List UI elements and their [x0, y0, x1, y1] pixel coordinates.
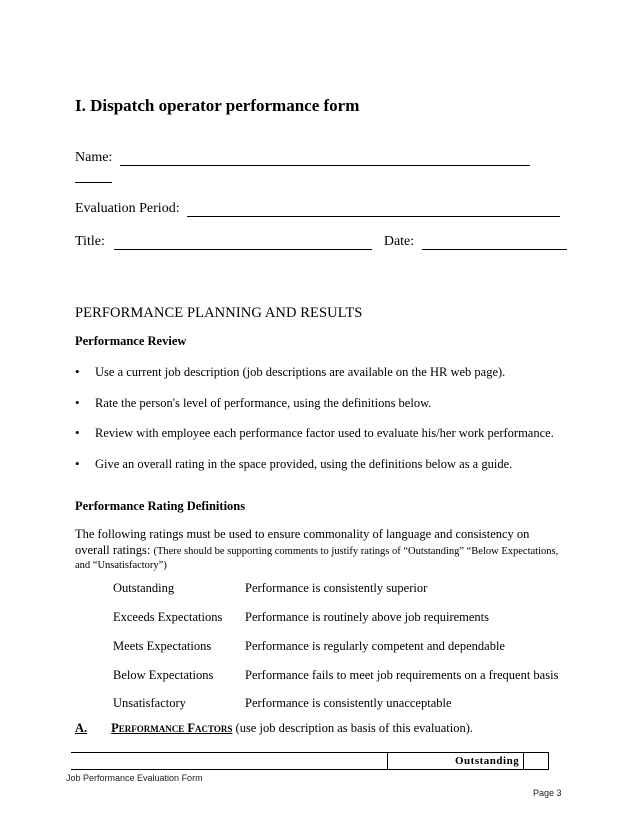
name-blank-continued[interactable] — [75, 167, 112, 183]
date-label: Date: — [383, 234, 415, 249]
name-row — [75, 150, 530, 166]
rating-definition: Performance is routinely above job requirements — [245, 610, 490, 624]
rating-definition: Performance is regularly competent and dependable — [245, 639, 505, 653]
performance-review-heading: Performance Review — [75, 334, 187, 348]
rating-intro-line-3: and “Unsatisfactory”) — [75, 560, 167, 571]
bullet-text: Give an overall rating in the space provided, using the definitions below as a guide. — [95, 457, 513, 471]
bullet-text: Rate the person's level of performance, using the definitions below. — [95, 396, 432, 410]
bullet-icon: • — [75, 364, 80, 379]
table-divider — [387, 752, 388, 769]
factors-note: (use job description as basis of this evaluation). — [232, 721, 473, 735]
bullet-icon: • — [75, 395, 80, 410]
rating-definition: Performance is consistently unacceptable — [245, 696, 452, 710]
bullet-text: Use a current job description (job descriptions are available on the HR web page). — [95, 365, 506, 379]
rating-definition: Performance fails to meet job requirements on a frequent basis — [245, 668, 559, 682]
rating-intro-note: (There should be supporting comments to justify ratings of “Outstanding” “Below Expectations, — [153, 546, 559, 557]
evaluation-period-row — [75, 201, 560, 217]
table-divider — [523, 752, 524, 769]
bullet-icon: • — [75, 456, 80, 471]
form-title: I. Dispatch operator performance form — [75, 96, 360, 115]
rating-name: Below Expectations — [113, 668, 214, 682]
rating-name: Outstanding — [113, 581, 175, 595]
outstanding-column-header: Outstanding — [455, 755, 520, 767]
rating-name: Unsatisfactory — [113, 696, 186, 710]
rating-name: Exceeds Expectations — [113, 610, 223, 624]
section-heading: PERFORMANCE PLANNING AND RESULTS — [75, 305, 363, 321]
performance-factors-heading — [75, 721, 473, 736]
table-divider — [548, 752, 549, 769]
rating-intro-line-1: The following ratings must be used to ensure commonality of language and consistency on — [75, 527, 530, 541]
rating-name: Meets Expectations — [113, 639, 212, 653]
name-label: Name: — [75, 150, 113, 165]
bullet-text: Review with employee each performance factor used to evaluate his/her work performance. — [95, 426, 554, 440]
rating-intro-line-2 — [75, 543, 558, 558]
evaluation-period-blank[interactable] — [187, 202, 560, 217]
bullet-icon: • — [75, 425, 80, 440]
factors-letter: A. — [75, 721, 88, 735]
title-blank[interactable] — [114, 235, 372, 250]
rating-definition: Performance is consistently superior — [245, 581, 428, 595]
footer-form-name: Job Performance Evaluation Form — [66, 773, 203, 783]
page-number: Page 3 — [533, 788, 562, 798]
title-row — [75, 234, 567, 250]
title-label: Title: — [75, 234, 105, 249]
date-blank[interactable] — [422, 235, 567, 250]
evaluation-period-label: Evaluation Period: — [75, 201, 180, 216]
factors-label: Performance Factors — [111, 721, 233, 735]
rating-intro-main: overall ratings: — [75, 543, 154, 557]
rating-definitions-heading: Performance Rating Definitions — [75, 499, 246, 513]
name-blank[interactable] — [120, 151, 530, 166]
